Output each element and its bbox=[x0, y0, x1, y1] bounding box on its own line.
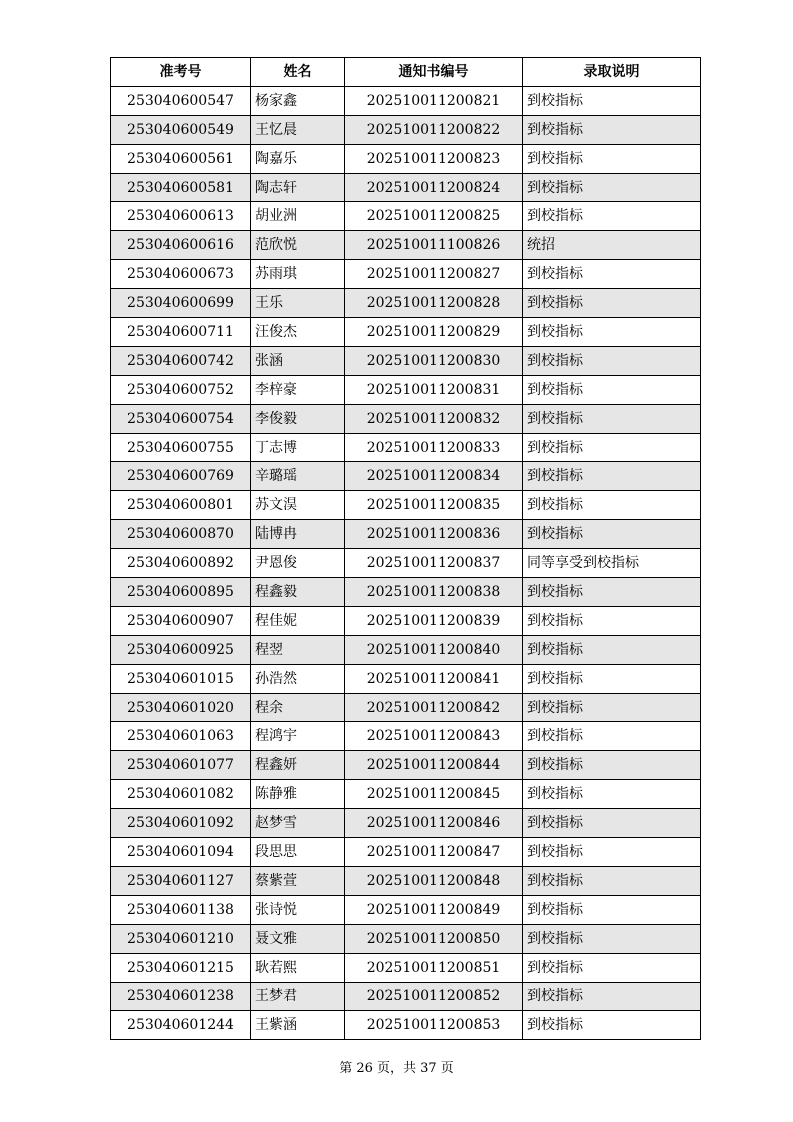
cell-exam-number: 253040600907 bbox=[111, 606, 251, 635]
cell-notice-number: 202510011200838 bbox=[345, 578, 523, 607]
cell-admission-note: 到校指标 bbox=[523, 520, 701, 549]
cell-notice-number: 202510011200827 bbox=[345, 260, 523, 289]
cell-notice-number: 202510011200824 bbox=[345, 173, 523, 202]
cell-exam-number: 253040600547 bbox=[111, 86, 251, 115]
cell-exam-number: 253040600673 bbox=[111, 260, 251, 289]
cell-admission-note: 到校指标 bbox=[523, 491, 701, 520]
cell-exam-number: 253040601238 bbox=[111, 982, 251, 1011]
table-header-row bbox=[111, 58, 701, 87]
table-row bbox=[111, 578, 701, 607]
cell-name: 苏雨琪 bbox=[251, 260, 345, 289]
cell-name: 程鑫妍 bbox=[251, 751, 345, 780]
table-row bbox=[111, 318, 701, 347]
cell-admission-note: 到校指标 bbox=[523, 953, 701, 982]
cell-name: 范欣悦 bbox=[251, 231, 345, 260]
table-row bbox=[111, 86, 701, 115]
cell-name: 张诗悦 bbox=[251, 895, 345, 924]
cell-notice-number: 202510011200830 bbox=[345, 346, 523, 375]
table-row bbox=[111, 549, 701, 578]
table-row bbox=[111, 780, 701, 809]
cell-admission-note: 同等享受到校指标 bbox=[523, 549, 701, 578]
cell-admission-note: 到校指标 bbox=[523, 693, 701, 722]
table-row bbox=[111, 115, 701, 144]
table-row bbox=[111, 895, 701, 924]
cell-notice-number: 202510011200833 bbox=[345, 433, 523, 462]
table-row bbox=[111, 202, 701, 231]
cell-exam-number: 253040600870 bbox=[111, 520, 251, 549]
cell-notice-number: 202510011200845 bbox=[345, 780, 523, 809]
table-row bbox=[111, 375, 701, 404]
table-row bbox=[111, 491, 701, 520]
table-row bbox=[111, 982, 701, 1011]
cell-exam-number: 253040600616 bbox=[111, 231, 251, 260]
cell-notice-number: 202510011200850 bbox=[345, 924, 523, 953]
table-row bbox=[111, 635, 701, 664]
cell-admission-note: 到校指标 bbox=[523, 462, 701, 491]
cell-admission-note: 到校指标 bbox=[523, 780, 701, 809]
cell-notice-number: 202510011200834 bbox=[345, 462, 523, 491]
cell-exam-number: 253040601063 bbox=[111, 722, 251, 751]
header-name: 姓名 bbox=[251, 58, 345, 87]
cell-name: 聂文雅 bbox=[251, 924, 345, 953]
cell-admission-note: 到校指标 bbox=[523, 838, 701, 867]
table-row bbox=[111, 953, 701, 982]
cell-name: 辛璐瑶 bbox=[251, 462, 345, 491]
cell-exam-number: 253040601015 bbox=[111, 664, 251, 693]
cell-notice-number: 202510011200823 bbox=[345, 144, 523, 173]
cell-notice-number: 202510011200849 bbox=[345, 895, 523, 924]
table-row bbox=[111, 838, 701, 867]
cell-admission-note: 到校指标 bbox=[523, 173, 701, 202]
cell-exam-number: 253040601244 bbox=[111, 1011, 251, 1040]
table-row bbox=[111, 260, 701, 289]
table-row bbox=[111, 809, 701, 838]
cell-name: 王忆晨 bbox=[251, 115, 345, 144]
cell-name: 王乐 bbox=[251, 289, 345, 318]
cell-name: 丁志博 bbox=[251, 433, 345, 462]
header-admission-note: 录取说明 bbox=[523, 58, 701, 87]
cell-exam-number: 253040600581 bbox=[111, 173, 251, 202]
cell-admission-note: 到校指标 bbox=[523, 318, 701, 347]
cell-notice-number: 202510011200825 bbox=[345, 202, 523, 231]
header-exam-number: 准考号 bbox=[111, 58, 251, 87]
cell-admission-note: 到校指标 bbox=[523, 578, 701, 607]
cell-exam-number: 253040600925 bbox=[111, 635, 251, 664]
table-row bbox=[111, 1011, 701, 1040]
cell-name: 李俊毅 bbox=[251, 404, 345, 433]
cell-exam-number: 253040600711 bbox=[111, 318, 251, 347]
cell-exam-number: 253040600561 bbox=[111, 144, 251, 173]
cell-exam-number: 253040601215 bbox=[111, 953, 251, 982]
cell-notice-number: 202510011200844 bbox=[345, 751, 523, 780]
table-row bbox=[111, 606, 701, 635]
cell-admission-note: 到校指标 bbox=[523, 346, 701, 375]
cell-name: 程翌 bbox=[251, 635, 345, 664]
cell-admission-note: 到校指标 bbox=[523, 722, 701, 751]
cell-exam-number: 253040601082 bbox=[111, 780, 251, 809]
cell-notice-number: 202510011200851 bbox=[345, 953, 523, 982]
cell-notice-number: 202510011200848 bbox=[345, 866, 523, 895]
cell-name: 程余 bbox=[251, 693, 345, 722]
cell-exam-number: 253040600613 bbox=[111, 202, 251, 231]
cell-name: 尹恩俊 bbox=[251, 549, 345, 578]
cell-admission-note: 到校指标 bbox=[523, 260, 701, 289]
admission-table bbox=[110, 57, 701, 1040]
cell-name: 陈静雅 bbox=[251, 780, 345, 809]
table-body bbox=[111, 86, 701, 1039]
table-row bbox=[111, 924, 701, 953]
cell-admission-note: 到校指标 bbox=[523, 404, 701, 433]
cell-name: 耿若熙 bbox=[251, 953, 345, 982]
cell-notice-number: 202510011200837 bbox=[345, 549, 523, 578]
cell-admission-note: 到校指标 bbox=[523, 924, 701, 953]
cell-exam-number: 253040600549 bbox=[111, 115, 251, 144]
cell-notice-number: 202510011200835 bbox=[345, 491, 523, 520]
cell-notice-number: 202510011200821 bbox=[345, 86, 523, 115]
cell-exam-number: 253040600895 bbox=[111, 578, 251, 607]
cell-name: 段思思 bbox=[251, 838, 345, 867]
cell-admission-note: 到校指标 bbox=[523, 866, 701, 895]
cell-exam-number: 253040601138 bbox=[111, 895, 251, 924]
table-row bbox=[111, 404, 701, 433]
table-row bbox=[111, 144, 701, 173]
header-notice-number: 通知书编号 bbox=[345, 58, 523, 87]
cell-name: 杨家鑫 bbox=[251, 86, 345, 115]
cell-name: 程鸿宇 bbox=[251, 722, 345, 751]
cell-exam-number: 253040601077 bbox=[111, 751, 251, 780]
table-row bbox=[111, 693, 701, 722]
table-row bbox=[111, 462, 701, 491]
cell-notice-number: 202510011200822 bbox=[345, 115, 523, 144]
table-row bbox=[111, 751, 701, 780]
cell-admission-note: 到校指标 bbox=[523, 1011, 701, 1040]
cell-admission-note: 统招 bbox=[523, 231, 701, 260]
cell-admission-note: 到校指标 bbox=[523, 115, 701, 144]
table-row bbox=[111, 173, 701, 202]
cell-admission-note: 到校指标 bbox=[523, 635, 701, 664]
cell-admission-note: 到校指标 bbox=[523, 895, 701, 924]
table-row bbox=[111, 664, 701, 693]
cell-notice-number: 202510011200843 bbox=[345, 722, 523, 751]
cell-name: 程鑫毅 bbox=[251, 578, 345, 607]
cell-name: 孙浩然 bbox=[251, 664, 345, 693]
cell-notice-number: 202510011200847 bbox=[345, 838, 523, 867]
cell-name: 汪俊杰 bbox=[251, 318, 345, 347]
cell-notice-number: 202510011200832 bbox=[345, 404, 523, 433]
cell-name: 陆博冉 bbox=[251, 520, 345, 549]
cell-name: 陶志轩 bbox=[251, 173, 345, 202]
cell-name: 李梓豪 bbox=[251, 375, 345, 404]
cell-notice-number: 202510011200831 bbox=[345, 375, 523, 404]
cell-name: 胡业洲 bbox=[251, 202, 345, 231]
cell-name: 赵梦雪 bbox=[251, 809, 345, 838]
cell-notice-number: 202510011200852 bbox=[345, 982, 523, 1011]
table-row bbox=[111, 289, 701, 318]
cell-name: 苏文淏 bbox=[251, 491, 345, 520]
table-row bbox=[111, 520, 701, 549]
cell-admission-note: 到校指标 bbox=[523, 664, 701, 693]
cell-exam-number: 253040600752 bbox=[111, 375, 251, 404]
cell-exam-number: 253040600801 bbox=[111, 491, 251, 520]
cell-admission-note: 到校指标 bbox=[523, 375, 701, 404]
cell-name: 程佳妮 bbox=[251, 606, 345, 635]
cell-name: 蔡紫萱 bbox=[251, 866, 345, 895]
cell-exam-number: 253040600892 bbox=[111, 549, 251, 578]
cell-admission-note: 到校指标 bbox=[523, 982, 701, 1011]
cell-exam-number: 253040601092 bbox=[111, 809, 251, 838]
cell-exam-number: 253040600754 bbox=[111, 404, 251, 433]
cell-notice-number: 202510011200846 bbox=[345, 809, 523, 838]
cell-admission-note: 到校指标 bbox=[523, 86, 701, 115]
cell-notice-number: 202510011100826 bbox=[345, 231, 523, 260]
cell-name: 王梦君 bbox=[251, 982, 345, 1011]
table-row bbox=[111, 866, 701, 895]
cell-exam-number: 253040601210 bbox=[111, 924, 251, 953]
table-row bbox=[111, 346, 701, 375]
cell-name: 陶嘉乐 bbox=[251, 144, 345, 173]
cell-notice-number: 202510011200853 bbox=[345, 1011, 523, 1040]
cell-exam-number: 253040600755 bbox=[111, 433, 251, 462]
cell-notice-number: 202510011200842 bbox=[345, 693, 523, 722]
cell-notice-number: 202510011200839 bbox=[345, 606, 523, 635]
cell-name: 王紫涵 bbox=[251, 1011, 345, 1040]
cell-exam-number: 253040601127 bbox=[111, 866, 251, 895]
cell-exam-number: 253040601094 bbox=[111, 838, 251, 867]
cell-notice-number: 202510011200840 bbox=[345, 635, 523, 664]
page-footer: 第 26 页，共 37 页 bbox=[339, 1061, 454, 1076]
cell-exam-number: 253040601020 bbox=[111, 693, 251, 722]
cell-admission-note: 到校指标 bbox=[523, 289, 701, 318]
cell-exam-number: 253040600742 bbox=[111, 346, 251, 375]
cell-notice-number: 202510011200829 bbox=[345, 318, 523, 347]
cell-admission-note: 到校指标 bbox=[523, 144, 701, 173]
cell-exam-number: 253040600769 bbox=[111, 462, 251, 491]
cell-exam-number: 253040600699 bbox=[111, 289, 251, 318]
cell-admission-note: 到校指标 bbox=[523, 606, 701, 635]
cell-admission-note: 到校指标 bbox=[523, 751, 701, 780]
cell-notice-number: 202510011200841 bbox=[345, 664, 523, 693]
cell-name: 张涵 bbox=[251, 346, 345, 375]
cell-admission-note: 到校指标 bbox=[523, 202, 701, 231]
cell-notice-number: 202510011200836 bbox=[345, 520, 523, 549]
table-row bbox=[111, 722, 701, 751]
cell-admission-note: 到校指标 bbox=[523, 433, 701, 462]
table-row bbox=[111, 231, 701, 260]
table-row bbox=[111, 433, 701, 462]
cell-notice-number: 202510011200828 bbox=[345, 289, 523, 318]
cell-admission-note: 到校指标 bbox=[523, 809, 701, 838]
